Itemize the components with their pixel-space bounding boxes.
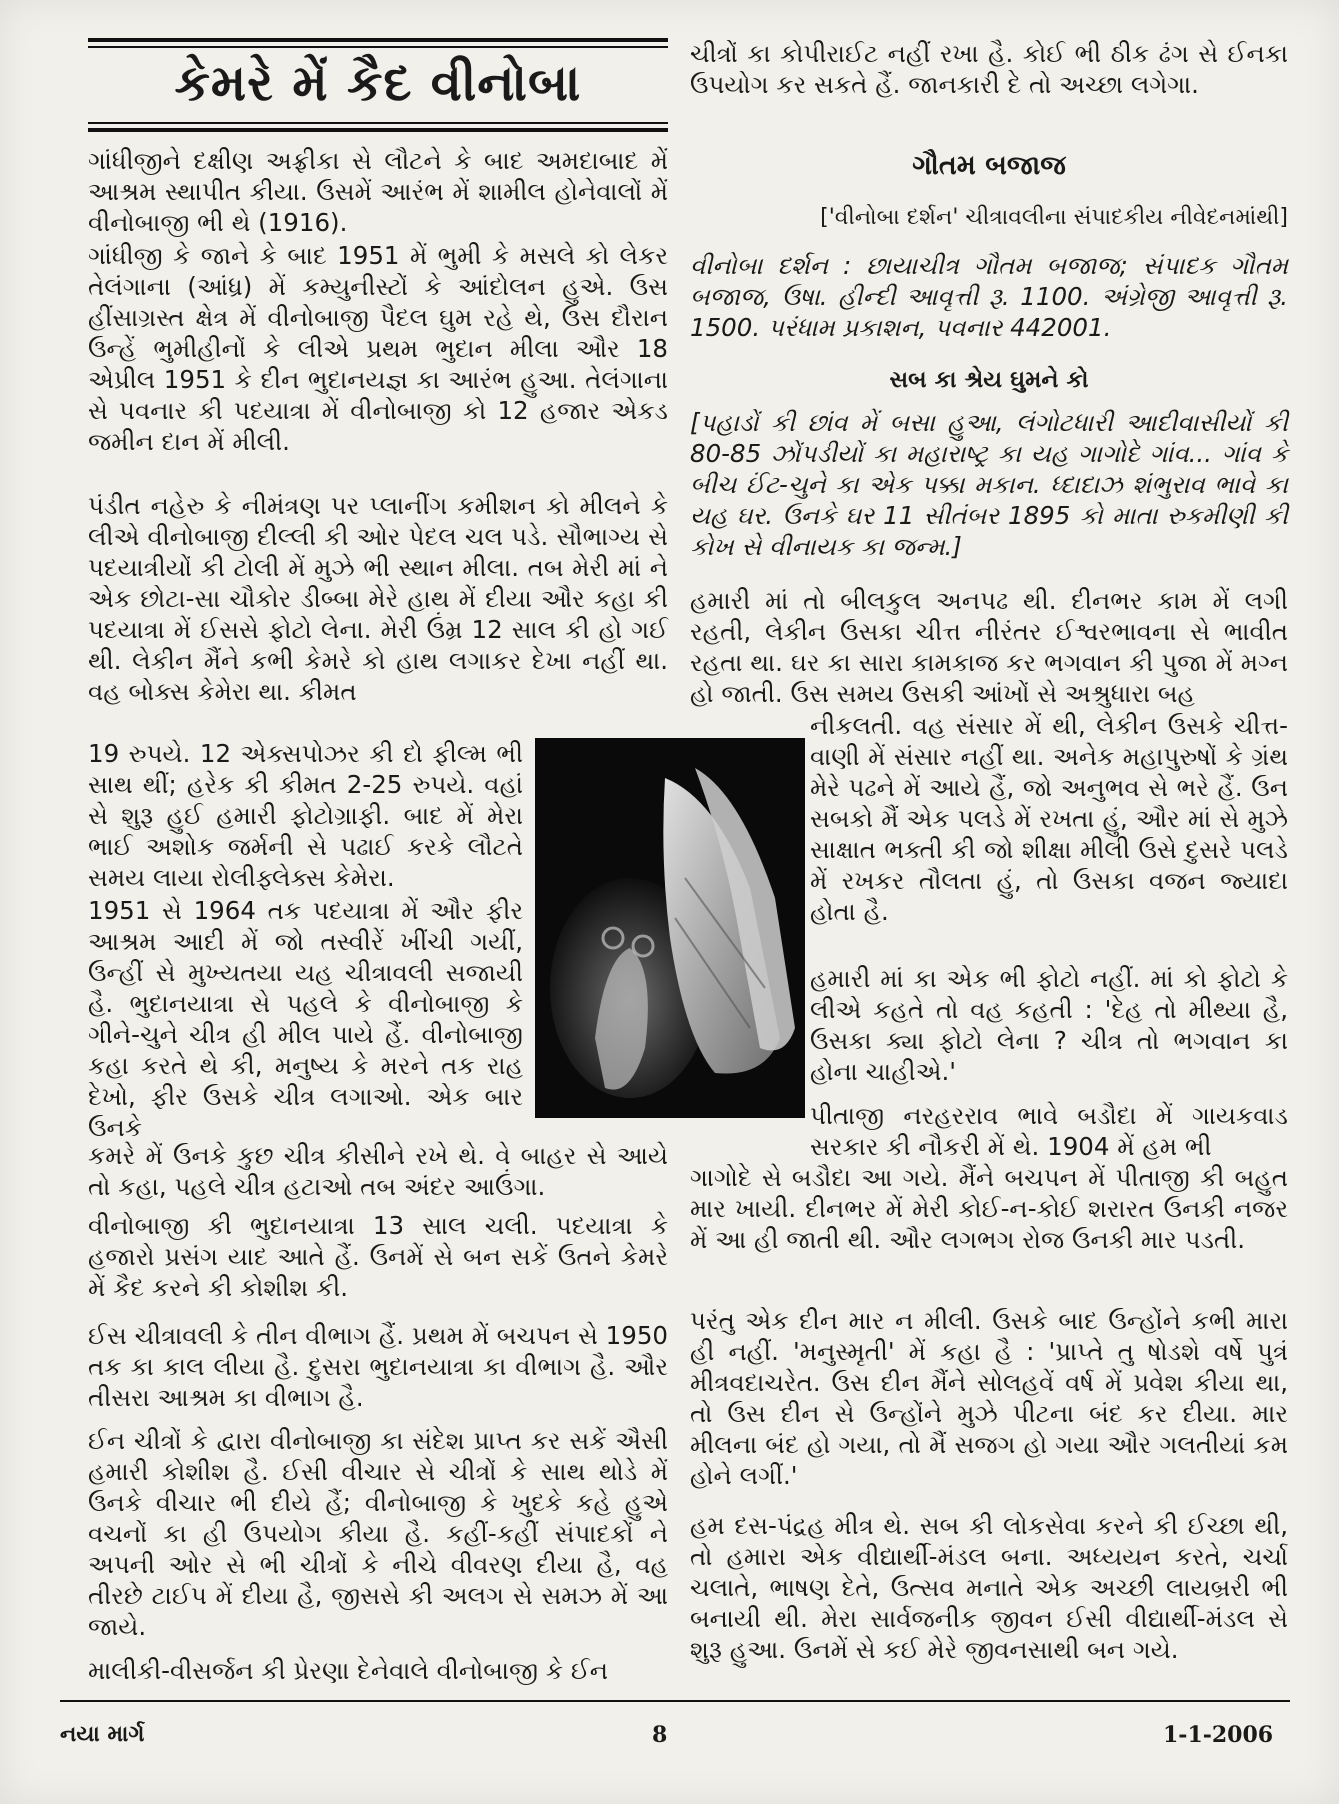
source-note: ['વીનોબા દર્શન' ચીત્રાવલીના સંપાદકીય નીવેદનમાંથી] (820, 205, 1288, 230)
left-paragraph-3a: પંડીત નહેરુ કે નીમંત્રણ પર પ્લાનીંગ કમીશન કો મીલને કે લીએ વીનોબાજી દીલ્લી કી ઓર પેદલ ચલ પડે. સૌભાગ્ય સે પદયાત્રીયોં કી ટોલી મેં મુઝે ભી સ્થાન મીલા. તબ મેરી માં ને એક છોટા-સા ચૌકોર ડીબ્બા મેરે હાથ મેં દીયા ઔર કહા કી પદયાત્રા મેં ઈસસે ફોટો લેના. મેરી ઉંમ્ર 12 સાલ કી હો ગઈ થી. લેકીન મૈંને કભી કેમરે કો હાથ લગાકર દેખા નહીં થા. વહ બોક્સ કેમેરા થા. કીમત (88, 491, 668, 706)
article-title: કેમરે મેં કૈદ વીનોબા (174, 54, 582, 112)
author-name: ગૌતમ બજાજ (912, 150, 1066, 181)
page-number: 8 (652, 1722, 668, 1748)
section-subhead: સબ કા શ્રેય ઘુમને કો (889, 367, 1089, 393)
left-paragraph-5: વીનોબાજી કી ભુદાનયાત્રા 13 સાલ ચલી. પદયાત્રા કે હજારો પ્રસંગ યાદ આતે હૈં. ઉનમેં સે બન સકેં ઉતને કેમરે મેં કૈદ કરને કી કોશીશ કી. (88, 1211, 668, 1302)
title-rule-bottom-thin (88, 122, 668, 124)
title-rule-top-thin (88, 46, 668, 48)
right-paragraph-3: હમારી માં કા એક ભી ફોટો નહીં. માં કો ફોટો કે લીએ કહતે તો વહ કહતી : 'દેહ તો મીથ્યા હૈ, ઉસકા ક્યા ફોટો લેના ? ચીત્ર તો ભગવાન કા હોના ચાહીએ.' (810, 964, 1288, 1086)
left-paragraph-1: ગાંધીજીને દક્ષીણ અફ્રીકા સે લૌટને કે બાદ અમદાબાદ મેં આશ્રમ સ્થાપીત કીયા. ઉસમેં આરંભ મેં શામીલ હોનેવાલોં મેં વીનોબાજી ભી થે (1916). (88, 146, 668, 237)
publication-name: નયા માર્ગ (60, 1722, 145, 1747)
right-paragraph-2a: હમારી માં તો બીલકુલ અનપઢ થી. દીનભર કામ મેં લગી રહતી, લેકીન ઉસકા ચીત્ત નીરંતર ઈશ્વરભાવના સે ભાવીત રહતા થા. ઘર કા સારા કામકાજ કર ભગવાન કી પુજા મેં મગ્ન હો જાતી. ઉસ સમય ઉસકી આંખોં સે અશ્રુધારા બહ (690, 586, 1288, 708)
right-paragraph-6: હમ દસ-પંદ્રહ મીત્ર થે. સબ કી લોકસેવા કરને કી ઈચ્છા થી, તો હમારા એક વીદ્યાર્થી-મંડલ બના. અધ્યયન કરતે, ચર્ચા ચલાતે, ભાષણ દેતે, ઉત્સવ મનાતે એક અચ્છી લાયબ્રરી ભી બનાયી થી. મેરા સાર્વજનીક જીવન ઈસી વીદ્યાર્થી-મંડલ સે શુરૂ હુઆ. ઉનમેં સે કઈ મેરે જીવનસાથી બન ગયે. (690, 1511, 1288, 1664)
left-paragraph-4: 1951 સે 1964 તક પદયાત્રા મેં ઔર ફીર આશ્રમ આદી મેં જો તસ્વીરેં ખીંચી ગયીં, ઉન્હીં સે મુખ્યતયા યહ ચીત્રાવલી સજાયી હૈ. ભુદાનયાત્રા સે પહલે કે વીનોબાજી કે ગીને-ચુને ચીત્ર હી મીલ પાયે હૈં. વીનોબાજી કહા કરતે થે કી, મનુષ્ય કે મરને તક રાહ દેખો, ફીર ઉસકે ચીત્ર લગાઓ. એક બાર ઉનકે (88, 896, 523, 1142)
title-rule-top (88, 38, 668, 42)
right-paragraph-4a: પીતાજી નરહરરાવ ભાવે બડૌદા મેં ગાયકવાડ સરકાર કી નૌકરી મેં થે. 1904 મેં હમ ભી (810, 1101, 1288, 1161)
left-paragraph-7: ઈન ચીત્રોં કે દ્વારા વીનોબાજી કા સંદેશ પ્રાપ્ત કર સકેં ઐસી હમારી કોશીશ હૈ. ઈસી વીચાર સે ચીત્રોં કે સાથ થોડે મેં ઉનકે વીચાર ભી દીયે હૈં; વીનોબાજી કે ખુદકે કહે હુએ વચનોં કા હી ઉપયોગ કીયા હૈ. કહીં-કહીં સંપાદકોં ને અપની ઓર સે ભી ચીત્રોં કે નીચે વીવરણ દીયા હૈ, વહ તીરછે ટાઈપ મેં દીયા હૈ, જીસસે કી અલગ સે સમઝ મેં આ જાયે. (88, 1426, 668, 1641)
left-paragraph-6: ઈસ ચીત્રાવલી કે તીન વીભાગ હૈં. પ્રથમ મેં બચપન સે 1950 તક કા કાલ લીયા હૈ. દુસરા ભુદાનયાત્રા કા વીભાગ હૈ. ઔર તીસરા આશ્રમ કા વીભાગ હૈ. (88, 1321, 668, 1412)
left-paragraph-4b: કમરે મેં ઉનકે કુછ ચીત્ર કીસીને રખે થે. વે બાહર સે આયે તો કહા, પહલે ચીત્ર હટાઓ તબ અંદર આઉંગા. (88, 1141, 668, 1201)
right-paragraph-1: ચીત્રોં કા કોપીરાઈટ નહીં રખા હૈ. કોઈ ભી ઠીક ઢંગ સે ઈનકા ઉપયોગ કર સકતે હૈં. જાનકારી દે તો અચ્છા લગેગા. (690, 39, 1288, 99)
issue-date: 1-1-2006 (1163, 1722, 1274, 1748)
italic-intro: [પહાડોં કી છાંવ મેં બસા હુઆ, લંગોટધારી આદીવાસીયોં કી 80-85 ઝોંપડીયોં કા મહારાષ્ટ્ર કા યહ ગાગોદે ગાંવ... ગાંવ કે બીચ ઈંટ-ચુને કા એક પક્કા મકાન. ધ્દાદાઝ શંભુરાવ ભાવે કા યહ ઘર. ઉનકે ઘર 11 સીતંબર 1895 કો માતા રુકમીણી કી કોખ સે વીનાયક કા જન્મ.] (690, 408, 1288, 561)
left-paragraph-8: માલીકી-વીસર્જન કી પ્રેરણા દેનેવાલે વીનોબાજી કે ઈન (88, 1656, 609, 1685)
title-rule-bottom (88, 128, 668, 132)
vinoba-praying-hands-photo (535, 738, 805, 1118)
book-info: વીનોબા દર્શન : છાયાચીત્ર ગૌતમ બજાજ; સંપાદક ગૌતમ બજાજ, ઉષા. હીન્દી આવૃત્તી રૂ. 1100. અંગ્રેજી આવૃત્તી રૂ. 1500. પરંધામ પ્રકાશન, પવનાર 442001. (690, 251, 1288, 342)
left-paragraph-2: ગાંધીજી કે જાને કે બાદ 1951 મેં ભુમી કે મસલે કો લેકર તેલંગાના (આંધ્ર) મેં કમ્યુનીસ્ટોં કે આંદોલન હુએ. ઉસ હીંસાગ્રસ્ત ક્ષેત્ર મેં વીનોબાજી પૈદલ ઘુમ રહે થે, ઉસ દૌરાન ઉન્હેં ભુમીહીનોં કે લીએ પ્રથમ ભુદાન મીલા ઔર 18 એપ્રીલ 1951 કે દીન ભુદાનયજ્ઞ કા આરંભ હુઆ. તેલંગાના સે પવનાર કી પદયાત્રા મેં વીનોબાજી કો 12 હજાર એકડ જમીન દાન મેં મીલી. (88, 241, 668, 456)
right-paragraph-4b: ગાગોદે સે બડૌદા આ ગયે. મૈંને બચપન મેં પીતાજી કી બહુત માર ખાયી. દીનભર મેં મેરી કોઈ-ન-કોઈ શરારત ઉનકી નજર મેં આ હી જાતી થી. ઔર લગભગ રોજ ઉનકી માર પડતી. (690, 1163, 1288, 1254)
right-paragraph-2b: નીકલતી. વહ સંસાર મેં થી, લેકીન ઉસકે ચીત્ત-વાણી મેં સંસાર નહીં થા. અનેક મહાપુરુષોં કે ગ્રંથ મેરે પઢને મેં આયે હૈં, જો અનુભવ સે ભરે હૈં. ઉન સબકો મૈં એક પલડે મેં રખતા હું, ઔર માં સે મુઝે સાક્ષાત ભક્તી કી જો શીક્ષા મીલી ઉસે દુસરે પલડે મેં રખકર તૌલતા હું, તો ઉસકા વજન જ્યાદા હોતા હૈ. (810, 711, 1288, 926)
right-paragraph-5: પરંતુ એક દીન માર ન મીલી. ઉસકે બાદ ઉન્હોંને કભી મારા હી નહીં. 'મનુસ્મૃતી' મેં કહા હૈ : 'પ્રાપ્તે તુ ષોડશે વર્ષે પુત્રં મીત્રવદાચરેત. ઉસ દીન મૈંને સોલહવેં વર્ષ મેં પ્રવેશ કીયા થા, તો ઉસ દીન સે ઉન્હોંને મુઝે પીટના બંદ કર દીયા. માર મીલના બંદ હો ગયા, તો મૈં સજગ હો ગયા ઔર ગલતીયાં કમ હોને લગીં.' (690, 1306, 1288, 1490)
left-paragraph-3b: 19 રુપયે. 12 એક્સપોઝર કી દો ફીલ્મ ભી સાથ થીં; હરેક કી કીમત 2-25 રુપયે. વહાં સે શુરૂ હુઈ હમારી ફોટોગ્રાફી. બાદ મેં મેરા ભાઈ અશોક જર્મની સે પઢાઈ કરકે લૌટતે સમય લાયા રોલીફ્લેક્સ કેમેરા. (88, 739, 523, 892)
photo-illustration (535, 738, 805, 1118)
footer-rule (60, 1700, 1290, 1702)
